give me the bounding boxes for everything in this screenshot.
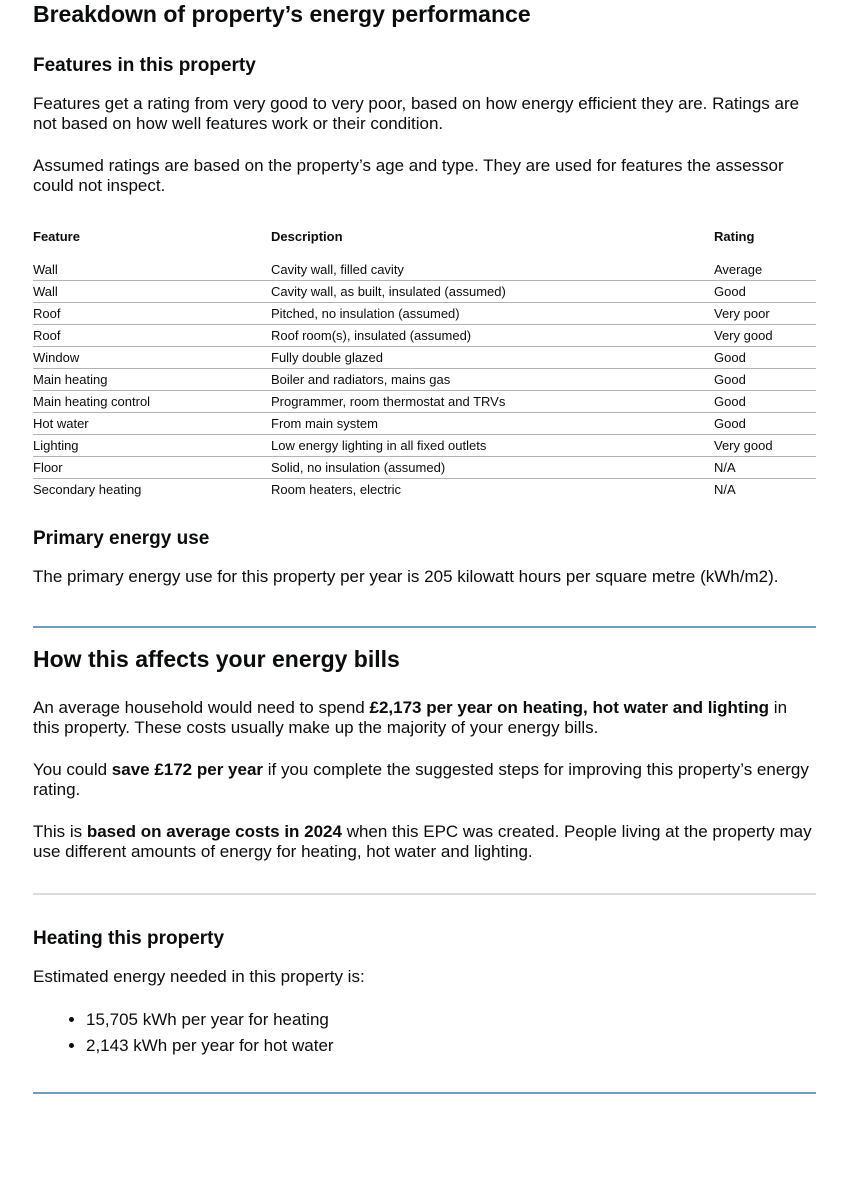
bills-paragraph-1 [33,698,816,738]
cell-rating: Very poor [714,303,816,325]
features-table [33,228,816,500]
cell-feature: Floor [33,457,271,479]
table-row [33,391,816,413]
cell-description: Roof room(s), insulated (assumed) [271,325,714,347]
heating-heading: Heating this property [33,928,225,949]
cell-rating: N/A [714,482,736,497]
cell-feature: Roof [33,303,271,325]
cell-feature: Main heating [33,369,271,391]
table-row [33,303,816,325]
list-item: • 2,143 kWh per year for hot water [86,1033,816,1059]
cell-description: Room heaters, electric [271,482,402,497]
cell-description: Cavity wall, filled cavity [271,259,714,281]
cell-description: Low energy lighting in all fixed outlets [271,435,714,457]
cell-feature: Wall [33,281,271,303]
cell-description: Boiler and radiators, mains gas [271,369,714,391]
cell-feature: Lighting [33,435,271,457]
bills-p3-text-end: when this EPC was created. People living at the property may use different amounts of energy for heating, hot water and lighting. [33,822,812,861]
bills-paragraph-2 [33,760,816,800]
table-row [33,325,816,347]
table-row [33,347,816,369]
features-intro-2: Assumed ratings are based on the property’s age and type. They are used for features the assessor could not inspect. [33,156,784,195]
bills-paragraph-3 [33,822,816,862]
page-title: Breakdown of property’s energy performance [33,1,531,27]
bills-p1-text-end: in this property. These costs usually make up the majority of your energy bills. [33,698,788,737]
bills-p3-bold: based on average costs in 2024 [86,822,342,841]
table-header-row [33,228,816,259]
bills-p2-bold: save £172 per year [111,760,264,779]
features-heading: Features in this property [33,55,256,76]
header-feature: Feature [33,229,80,244]
cell-rating: Good [714,391,816,413]
cell-description: Solid, no insulation (assumed) [271,457,714,479]
section-divider-bottom [33,1092,816,1094]
cell-rating: Very good [714,435,816,457]
cell-feature: Wall [33,259,271,281]
bills-p3-text: This is [33,822,87,841]
cell-feature: Window [33,347,271,369]
table-row [33,369,816,391]
table-row [33,281,816,303]
bills-p2-text: You could [33,760,112,779]
cell-rating: Average [714,259,816,281]
cell-rating: N/A [714,457,816,479]
cell-description: Programmer, room thermostat and TRVs [271,391,714,413]
cell-rating: Good [714,413,816,435]
cell-rating: Good [714,281,816,303]
cell-rating: Good [714,369,816,391]
cell-description: Pitched, no insulation (assumed) [271,303,714,325]
bills-section [33,698,816,862]
header-rating: Rating [714,229,755,244]
cell-rating: Very good [714,325,816,347]
bills-p1-bold: £2,173 per year on heating, hot water and lighting [369,698,770,717]
primary-energy-heading: Primary energy use [33,528,210,549]
bills-p1-text: An average household would need to spend [33,698,370,717]
cell-description: From main system [271,413,714,435]
cell-description: Cavity wall, as built, insulated (assumed) [271,281,714,303]
table-row [33,259,816,281]
table-row [33,435,816,457]
cell-feature: Roof [33,325,271,347]
bills-heading: How this affects your energy bills [33,646,400,672]
heating-intro: Estimated energy needed in this property is: [33,967,365,986]
header-description: Description [271,229,343,244]
cell-feature: Secondary heating [33,482,142,497]
table-row [33,479,816,501]
primary-energy-text: The primary energy use for this property per year is 205 kilowatt hours per square metre (kWh/m2). [33,567,779,586]
features-intro-1: Features get a rating from very good to very poor, based on how energy efficient they are. Ratings are not based on how well features work or their condition. [33,94,800,133]
cell-feature: Hot water [33,413,271,435]
heating-list [33,1007,816,1059]
cell-description: Fully double glazed [271,347,714,369]
cell-feature: Main heating control [33,391,271,413]
table-row [33,457,816,479]
table-row [33,413,816,435]
cell-rating: Good [714,347,816,369]
bills-p2-text-end: if you complete the suggested steps for improving this property’s energy rating. [33,760,809,799]
list-item: • 15,705 kWh per year for heating [86,1007,816,1033]
